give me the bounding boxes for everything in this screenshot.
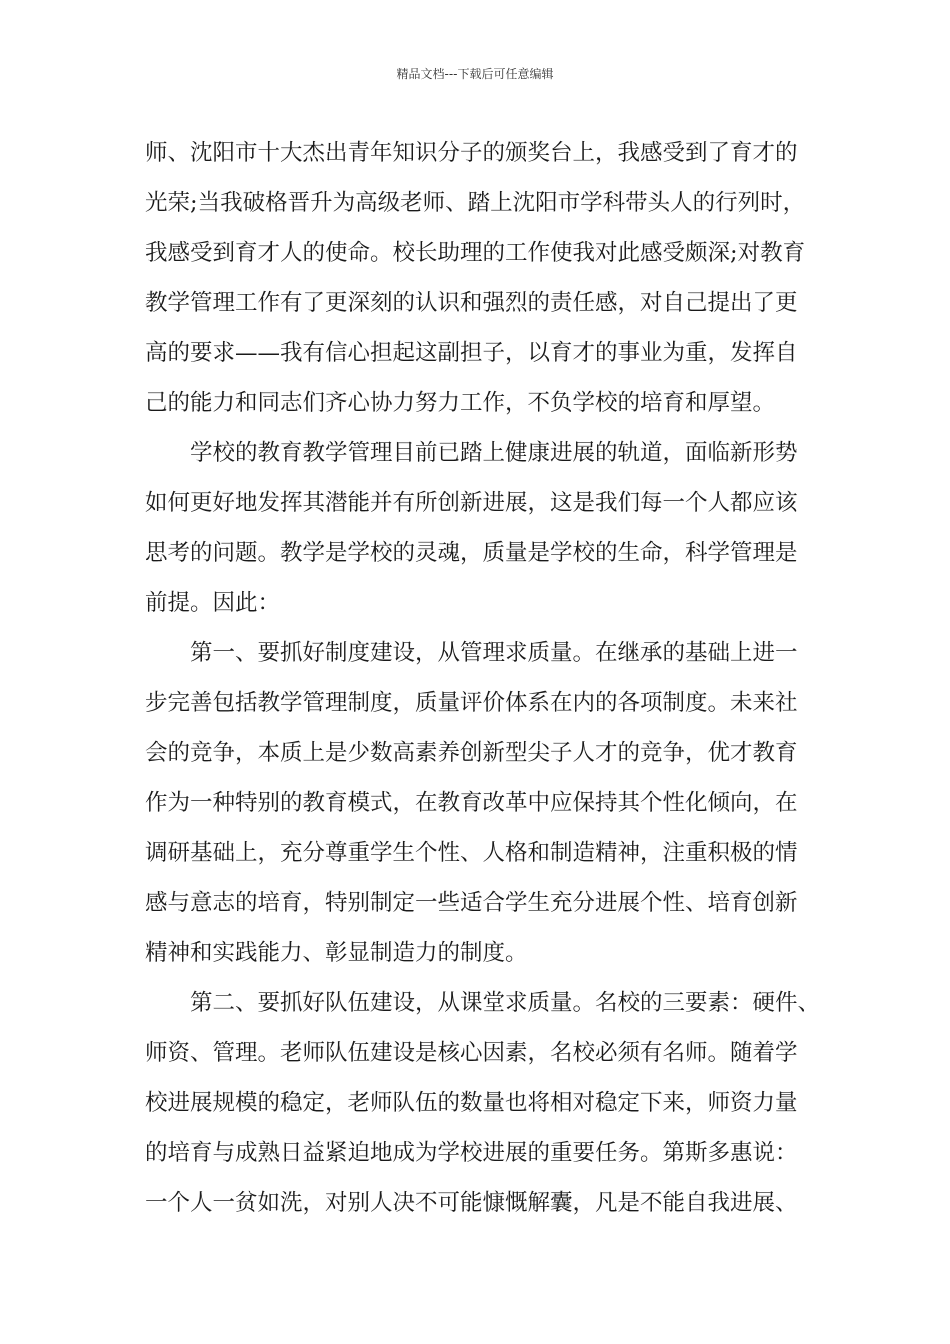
text-line: 师、沈阳市十大杰出青年知识分子的颁奖台上，我感受到了育才的 [145, 140, 798, 166]
text-line: 光荣;当我破格晋升为高级老师、踏上沈阳市学科带头人的行列时， [145, 190, 806, 216]
text-line: 精神和实践能力、彰显制造力的制度。 [145, 940, 528, 966]
text-line: 的培育与成熟日益紧迫地成为学校进展的重要任务。第斯多惠说： [145, 1140, 798, 1166]
text-line: 前提。因此： [145, 590, 281, 616]
text-line: 第二、要抓好队伍建设，从课堂求质量。名校的三要素：硬件、 [145, 990, 821, 1016]
text-line: 己的能力和同志们齐心协力努力工作，不负学校的培育和厚望。 [145, 390, 776, 416]
text-line: 第一、要抓好制度建设，从管理求质量。在继承的基础上进一 [145, 640, 798, 666]
text-line: 调研基础上，充分尊重学生个性、人格和制造精神，注重积极的情 [145, 840, 798, 866]
text-line: 步完善包括教学管理制度，质量评价体系在内的各项制度。未来社 [145, 690, 798, 716]
text-line: 高的要求——我有信心担起这副担子，以育才的事业为重，发挥自 [145, 340, 798, 366]
text-line: 一个人一贫如洗，对别人决不可能慷慨解囊，凡是不能自我进展、 [145, 1190, 798, 1216]
text-line: 师资、管理。老师队伍建设是核心因素，名校必须有名师。随着学 [145, 1040, 798, 1066]
text-line: 思考的问题。教学是学校的灵魂，质量是学校的生命，科学管理是 [145, 540, 798, 566]
text-line: 感与意志的培育，特别制定一些适合学生充分进展个性、培育创新 [145, 890, 798, 916]
text-line: 会的竞争，本质上是少数高素养创新型尖子人才的竞争，优才教育 [145, 740, 798, 766]
text-line: 作为一种特别的教育模式，在教育改革中应保持其个性化倾向，在 [145, 790, 798, 816]
text-line: 如何更好地发挥其潜能并有所创新进展，这是我们每一个人都应该 [145, 490, 798, 516]
text-line: 教学管理工作有了更深刻的认识和强烈的责任感，对自己提出了更 [145, 290, 798, 316]
text-line: 我感受到育才人的使命。校长助理的工作使我对此感受颇深;对教育 [145, 240, 806, 266]
text-line: 学校的教育教学管理目前已踏上健康进展的轨道，面临新形势 [145, 440, 798, 466]
document-body [145, 128, 821, 1228]
text-line: 校进展规模的稳定，老师队伍的数量也将相对稳定下来，师资力量 [145, 1090, 798, 1116]
page-header: 精品文档---下载后可任意编辑 [396, 67, 554, 81]
